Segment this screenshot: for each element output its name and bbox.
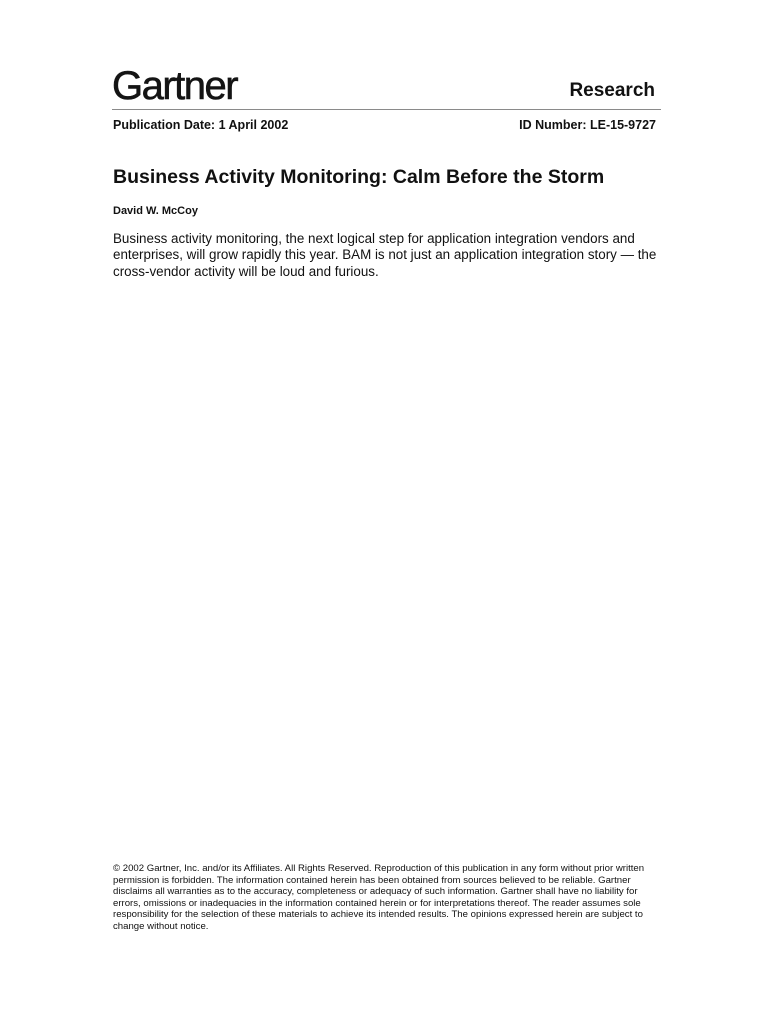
article-title: Business Activity Monitoring: Calm Before the Storm <box>113 166 605 188</box>
header-divider <box>112 109 661 110</box>
article-author: David W. McCoy <box>113 205 198 217</box>
publication-date: Publication Date: 1 April 2002 <box>113 118 289 132</box>
gartner-logo: Gartner <box>112 64 238 108</box>
id-number: ID Number: LE-15-9727 <box>519 118 656 132</box>
section-label: Research <box>569 80 655 101</box>
article-summary: Business activity monitoring, the next logical step for application integration vendors and enterprises, will grow rapidly this year. BAM is not just an application integration story — the cross-vendor activity will be loud and furious. <box>113 231 657 279</box>
copyright-notice: © 2002 Gartner, Inc. and/or its Affiliates. All Rights Reserved. Reproduction of this publication in any form without prior written permission is forbidden. The information contained herein has been obtained from sources believed to be reliable. Gartner disclaims all warranties as to the accuracy, completeness or adequacy of such information. Gartner shall have no liability for errors, omissions or inadequacies in the information contained herein or for interpretations thereof. The reader assumes sole responsibility for the selection of these materials to achieve its intended results. The opinions expressed herein are subject to change without notice. <box>113 863 645 932</box>
